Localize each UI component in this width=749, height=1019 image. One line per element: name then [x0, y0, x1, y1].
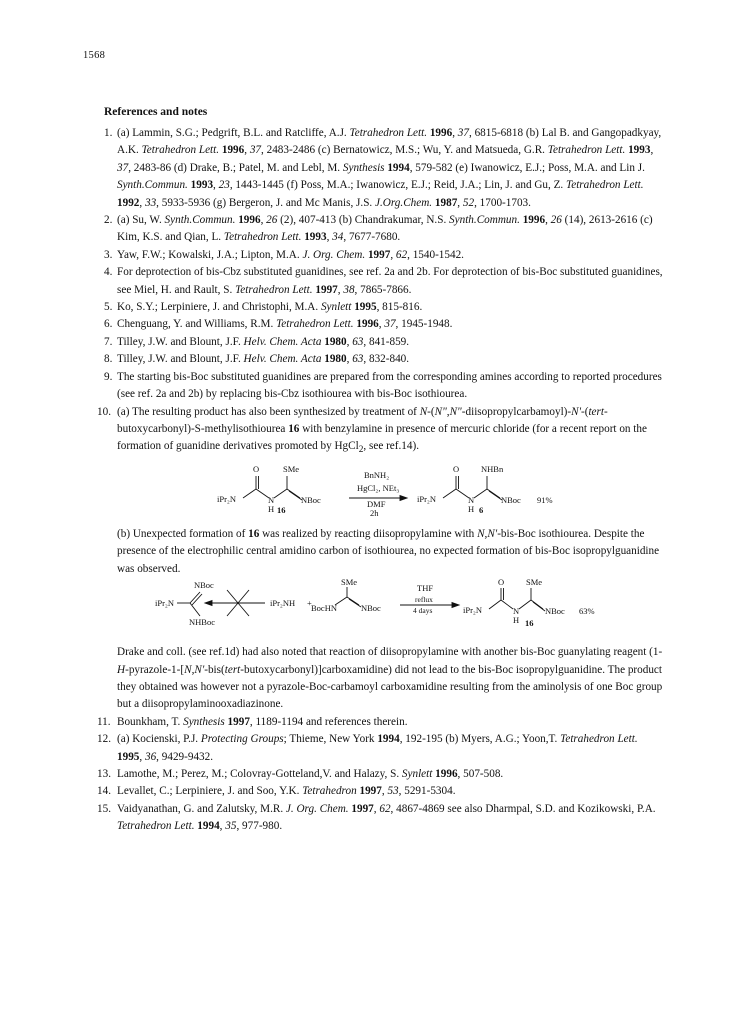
text-run: 1997: [359, 785, 382, 798]
text-run: Protecting Groups: [200, 733, 284, 746]
text-run: 16: [288, 422, 300, 435]
text-run: ,: [390, 248, 396, 261]
text-run: ,: [219, 820, 226, 833]
text-run: ,: [260, 214, 267, 227]
text-run: ; Thieme, New York: [283, 733, 378, 746]
page-number: 1568: [83, 50, 106, 61]
text-run: Tilley, J.W. and Blount, J.F.: [117, 335, 244, 348]
reference-text: [117, 731, 664, 766]
text-run: ,: [346, 335, 353, 348]
references-heading: References and notes: [104, 106, 208, 118]
text-run: , 579-582 (e) Iwanowicz, E.J.; Poss, M.A. and Lin J.: [409, 161, 645, 174]
compound-number: 16: [525, 618, 534, 629]
text-run: 1995: [354, 301, 377, 314]
text-run: 1997: [227, 715, 250, 728]
text-run: 62: [395, 248, 408, 261]
text-run: ,: [378, 318, 385, 331]
text-run: , 6815-6818 (b) Lal B. and Gangopadkyay, A.K.: [117, 127, 662, 157]
text-run: 37: [249, 144, 262, 157]
text-run: Tetrahedron Lett.: [276, 318, 354, 331]
time-label: 2h: [370, 507, 379, 518]
reference-8: [104, 351, 664, 368]
atom-label: iPr₂N: [217, 493, 237, 504]
reference-text: [117, 316, 664, 333]
atom-label: O: [253, 463, 260, 474]
reference-14: [97, 783, 664, 800]
scheme-1-drawing: [117, 460, 677, 526]
text-run: Tetrahedron: [302, 785, 357, 798]
text-run: Yaw, F.W.; Kowalski, J.A.; Lipton, M.A.: [117, 248, 303, 261]
atom-label: H: [468, 503, 475, 514]
reference-text: [117, 212, 664, 247]
text-run: 63: [352, 353, 364, 366]
text-run: N: [419, 405, 428, 418]
text-run: The starting bis-Boc substituted guanidines are prepared from the corresponding amines according to reported procedures (see ref. 2a and 2b) by replacing bis-Cbz isothiourea with bis-Boc isothiourea.: [117, 370, 662, 401]
text-run: , 1945-1948.: [395, 318, 453, 331]
reference-6: [104, 316, 664, 333]
text-run: 63: [352, 335, 364, 348]
text-run: 1996: [221, 144, 245, 157]
text-run: 1997: [367, 248, 391, 261]
text-run: 1980: [324, 353, 347, 366]
text-run: 37: [384, 318, 396, 331]
reference-number: 11.: [97, 715, 111, 728]
reagent-label: HgCl₂, NEt₃: [357, 482, 400, 493]
reference-text: [117, 125, 664, 212]
reference-text: [117, 299, 664, 316]
text-run: , 7677-7680.: [343, 231, 401, 244]
atom-label: NBoc: [301, 494, 321, 505]
text-run: N': [571, 405, 581, 418]
text-run: ,: [337, 283, 344, 296]
text-run: , 2483-2486 (c) Bernatowicz, M.S.; Wu, Y. and Matsueda, G.R.: [261, 144, 548, 157]
text-run: 1993: [304, 231, 327, 244]
text-run: 26: [266, 214, 278, 227]
reference-number: 3.: [104, 248, 113, 261]
text-run: 1996: [356, 318, 379, 331]
text-run: 1996: [435, 768, 458, 781]
yield-label: 63%: [579, 606, 595, 617]
text-run: (2), 407-413 (b) Chandrakumar, N.S.: [277, 214, 450, 227]
atom-label: H: [513, 615, 520, 626]
reference-7: [104, 334, 664, 351]
text-run: , see ref.14).: [363, 440, 420, 453]
text-run: Tetrahedron Lett.: [141, 144, 220, 157]
text-run: , 1540-1542.: [407, 248, 464, 261]
text-run: Tetrahedron Lett.: [547, 144, 626, 157]
text-run: N,N': [477, 527, 498, 540]
solvent-label: THF: [417, 583, 434, 594]
atom-label: iPr₂N: [155, 598, 175, 609]
condition-label: 4 days: [413, 606, 433, 616]
text-run: , 841-859.: [363, 335, 410, 348]
reference-number: 9.: [104, 370, 113, 383]
reference-text: [117, 264, 664, 299]
atom-label: NBoc: [194, 580, 214, 591]
text-run: (b) Unexpected formation of: [117, 527, 249, 540]
condition-label: reflux: [415, 595, 433, 605]
atom-label: N: [268, 494, 275, 505]
atom-label: NBoc: [501, 494, 521, 505]
text-run: 26: [550, 214, 562, 227]
reference-number: 8.: [104, 353, 113, 366]
amine-label: iPr₂NH: [270, 598, 296, 609]
text-run: 34: [332, 231, 344, 244]
reference-4: [104, 264, 664, 299]
reference-3: [104, 247, 664, 264]
text-run: Synlett: [401, 768, 433, 781]
text-run: , 9429-9432.: [156, 750, 214, 763]
reference-text: [117, 247, 664, 264]
text-run: , 2483-86 (d) Drake, B.; Patel, M. and Lebl, M.: [128, 161, 343, 174]
references-list: [97, 125, 664, 836]
text-run: Tilley, J.W. and Blount, J.F.: [117, 353, 244, 366]
atom-label: NBoc: [545, 606, 565, 617]
atom-label: O: [498, 578, 505, 588]
reference-text: [117, 783, 664, 800]
text-run: Ko, S.Y.; Lerpiniere, J. and Christophi, M.A.: [117, 301, 321, 314]
reaction-scheme-2: [117, 578, 677, 644]
text-run: (a) Kocienski, P.J.: [117, 733, 201, 746]
text-run: 1997: [351, 802, 374, 815]
text-run: ,: [326, 231, 333, 244]
text-run: 1987: [434, 196, 458, 209]
reference-text: [117, 526, 664, 578]
text-run: 37: [457, 127, 469, 139]
atom-label: SMe: [526, 578, 543, 588]
text-run: ,: [244, 144, 250, 157]
atom-label: N: [513, 606, 520, 617]
text-run: tert: [588, 405, 604, 418]
text-run: 1980: [324, 335, 347, 348]
reference-number: 6.: [104, 318, 113, 331]
scheme-2-drawing: [117, 578, 677, 644]
atom-label: N: [468, 494, 475, 505]
atom-label: SMe: [341, 578, 358, 588]
atom-label: BocHN: [311, 603, 337, 614]
reference-number: 1.: [104, 127, 113, 139]
reference-text: [117, 404, 664, 460]
reference-13: [97, 766, 664, 783]
text-run: 1993: [628, 144, 651, 157]
text-run: , 977-980.: [236, 820, 283, 833]
text-run: , 4867-4869 see also Dharmpal, S.D. and Kozikowski, P.A.: [390, 802, 656, 815]
reference-5: [104, 299, 664, 316]
text-run: Helv. Chem. Acta: [243, 335, 322, 348]
text-run: ,: [346, 353, 353, 366]
reference-number: 5.: [104, 301, 113, 314]
reference-text: [117, 334, 664, 351]
text-run: 1994: [197, 820, 220, 833]
text-run: , 5291-5304.: [398, 785, 456, 798]
reference-text: [117, 351, 664, 368]
text-run: ,: [373, 802, 380, 815]
text-run: (a) Lammin, S.G.; Pedgrift, B.L. and Ratcliffe, A.J.: [117, 127, 350, 139]
text-run: 36: [144, 750, 157, 763]
text-run: H: [117, 663, 126, 676]
text-run: -diisopropylcarbamoyl)-: [461, 405, 572, 418]
text-run: Bounkham, T.: [117, 715, 184, 728]
reference-number: 14.: [97, 785, 111, 798]
text-run: -pyrazole-1-[: [125, 663, 185, 676]
reference-2: [104, 212, 664, 247]
text-run: 1996: [429, 127, 453, 139]
text-run: 1996: [238, 214, 261, 227]
text-run: J. Org. Chem.: [285, 802, 349, 815]
text-run: , 7865-7866.: [354, 283, 412, 296]
text-run: , 1443-1445 (f) Poss, M.A.; Iwanowicz, E.J.; Reid, J.A.; Lin, J. and Gu, Z.: [229, 179, 567, 192]
yield-label: 91%: [537, 494, 553, 505]
text-run: 16: [248, 527, 260, 540]
text-run: , 192-195 (b) Myers, A.G.; Yoon,T.: [399, 733, 561, 746]
reference-text: [117, 801, 664, 836]
text-run: J. Org. Chem.: [302, 248, 366, 261]
text-run: Helv. Chem. Acta: [243, 353, 322, 366]
text-run: Synth.Commun.: [449, 214, 520, 227]
text-run: 1992: [117, 196, 140, 209]
text-run: Tetrahedron Lett.: [560, 733, 638, 746]
reference-text: [117, 369, 664, 404]
compound-number: 6: [479, 504, 484, 515]
text-run: 35: [225, 820, 237, 833]
text-run: ,: [139, 196, 145, 209]
reference-number: 12.: [97, 733, 111, 746]
text-run: , 1700-1703.: [474, 196, 531, 209]
atom-label: NHBn: [481, 463, 504, 474]
text-run: tert: [224, 663, 241, 676]
text-run: Tetrahedron Lett.: [349, 127, 428, 139]
text-run: ,: [213, 179, 219, 192]
text-run: -bis(: [204, 663, 225, 676]
text-run: N,N': [184, 663, 205, 676]
text-run: Chenguang, Y. and Williams, R.M.: [117, 318, 277, 331]
atom-label: iPr₂N: [463, 605, 483, 616]
reference-11: [97, 714, 664, 731]
atom-label: O: [453, 463, 460, 474]
text-run: , 1189-1194 and references therein.: [249, 715, 408, 728]
text-run: Synth.Commun.: [164, 214, 236, 227]
text-run: -(: [427, 405, 435, 418]
text-run: , 815-816.: [376, 301, 423, 314]
text-run: 37: [117, 161, 129, 174]
reference-10: [97, 404, 664, 714]
text-run: Lamothe, M.; Perez, M.; Colovray-Gotteland,V. and Halazy, S.: [117, 768, 402, 781]
reference-text: [117, 644, 664, 714]
text-run: ,: [452, 127, 458, 139]
atom-label: iPr₂N: [417, 493, 437, 504]
atom-label: NBoc: [361, 603, 381, 614]
text-run: ,: [457, 196, 463, 209]
text-run: (a) The resulting product has also been synthesized by treatment of: [117, 405, 420, 418]
text-run: 1995: [117, 750, 140, 763]
text-run: -bis-Boc isothiourea. Despite the presence of the electrophilic central amidino carbon of isothiourea, no expected formation of bis-Boc isopropylguanidine was observed.: [117, 527, 660, 575]
text-run: 1994: [387, 161, 410, 174]
text-run: Tetrahedron Lett.: [566, 179, 644, 192]
text-run: -butoxycarbonyl)-S-methylisothiourea: [117, 405, 608, 435]
reference-number: 2.: [104, 214, 113, 227]
text-run: 52: [462, 196, 475, 209]
text-run: 2: [358, 445, 364, 456]
text-run: (14), 2613-2616 (c) Kim, K.S. and Qian, L.: [117, 214, 653, 244]
text-run: ,: [545, 214, 551, 227]
reagent-label: BnNH₂: [364, 469, 390, 480]
text-run: ,: [381, 785, 388, 798]
reference-9: [104, 369, 664, 404]
text-run: 33: [144, 196, 157, 209]
reference-number: 13.: [97, 768, 111, 781]
text-run: Levallet, C.; Lerpiniere, J. and Soo, Y.K.: [117, 785, 303, 798]
text-run: (a) Su, W.: [117, 214, 165, 227]
text-run: Drake and coll. (see ref.1d) had also noted that reaction of diisopropylamine with another bis-Boc guanylating reagent (1-: [117, 646, 663, 659]
text-run: N": [434, 405, 447, 418]
text-run: 23: [218, 179, 230, 192]
text-run: Tetrahedron Lett.: [235, 283, 313, 296]
text-run: was realized by reacting diisopropylamine with: [259, 527, 478, 540]
text-run: J.Org.Chem.: [375, 196, 433, 209]
reference-number: 10.: [97, 405, 111, 418]
text-run: Synlett: [320, 301, 352, 314]
atom-label: H: [268, 503, 275, 514]
text-run: 1996: [522, 214, 546, 227]
text-run: 1993: [190, 179, 214, 192]
text-run: ,: [139, 750, 145, 763]
plus-sign: +: [307, 598, 312, 609]
text-run: -butoxycarbonyl)]carboxamidine) did not lead to the bis-Boc isopropylguanidine. The product they obtained was however not a pyrazole-Boc-carbamoyl carboxamidine resulting from the aminolysis of one Boc group but a diisopropylaminooxadiazinone.: [117, 663, 663, 711]
text-run: , 507-508.: [457, 768, 504, 781]
text-run: Vaidyanathan, G. and Zalutsky, M.R.: [117, 802, 286, 815]
reference-15: [97, 801, 664, 836]
text-run: Synth.Commun.: [117, 179, 188, 192]
text-run: 62: [379, 802, 391, 815]
reference-number: 4.: [104, 266, 113, 279]
reaction-scheme-1: [117, 460, 677, 526]
reference-1: [104, 125, 664, 212]
text-run: ,: [446, 405, 450, 418]
text-run: 1997: [315, 283, 338, 296]
text-run: ,: [650, 144, 654, 157]
text-run: Tetrahedron Lett.: [223, 231, 302, 244]
solvent-label: DMF: [367, 498, 386, 509]
text-run: 1994: [377, 733, 400, 746]
text-run: , 5933-5936 (g) Bergeron, J. and Mc Manis, J.S.: [156, 196, 376, 209]
text-run: 53: [387, 785, 399, 798]
text-run: -(: [580, 405, 589, 418]
text-run: , 832-840.: [363, 353, 410, 366]
text-run: Synthesis: [342, 161, 385, 174]
atom-label: SMe: [283, 463, 300, 474]
text-run: with benzylamine in presence of mercuric chloride (for a recent report on the formation of guanidine derivatives promoted by HgCl: [117, 422, 647, 453]
reference-text: [117, 714, 664, 731]
text-run: 38: [343, 283, 355, 296]
reference-text: [117, 766, 664, 783]
text-run: For deprotection of bis-Cbz substituted guanidines, see ref. 2a and 2b. For deprotection of bis-Boc substituted guanidines, see Miel, H. and Rault, S.: [117, 266, 663, 296]
reference-12: [97, 731, 664, 766]
atom-label: NHBoc: [189, 617, 215, 628]
reference-number: 7.: [104, 335, 113, 348]
compound-number: 16: [277, 504, 286, 515]
text-run: Synthesis: [183, 715, 225, 728]
reference-number: 15.: [97, 802, 111, 815]
text-run: Tetrahedron Lett.: [117, 820, 195, 833]
text-run: N": [449, 405, 462, 418]
